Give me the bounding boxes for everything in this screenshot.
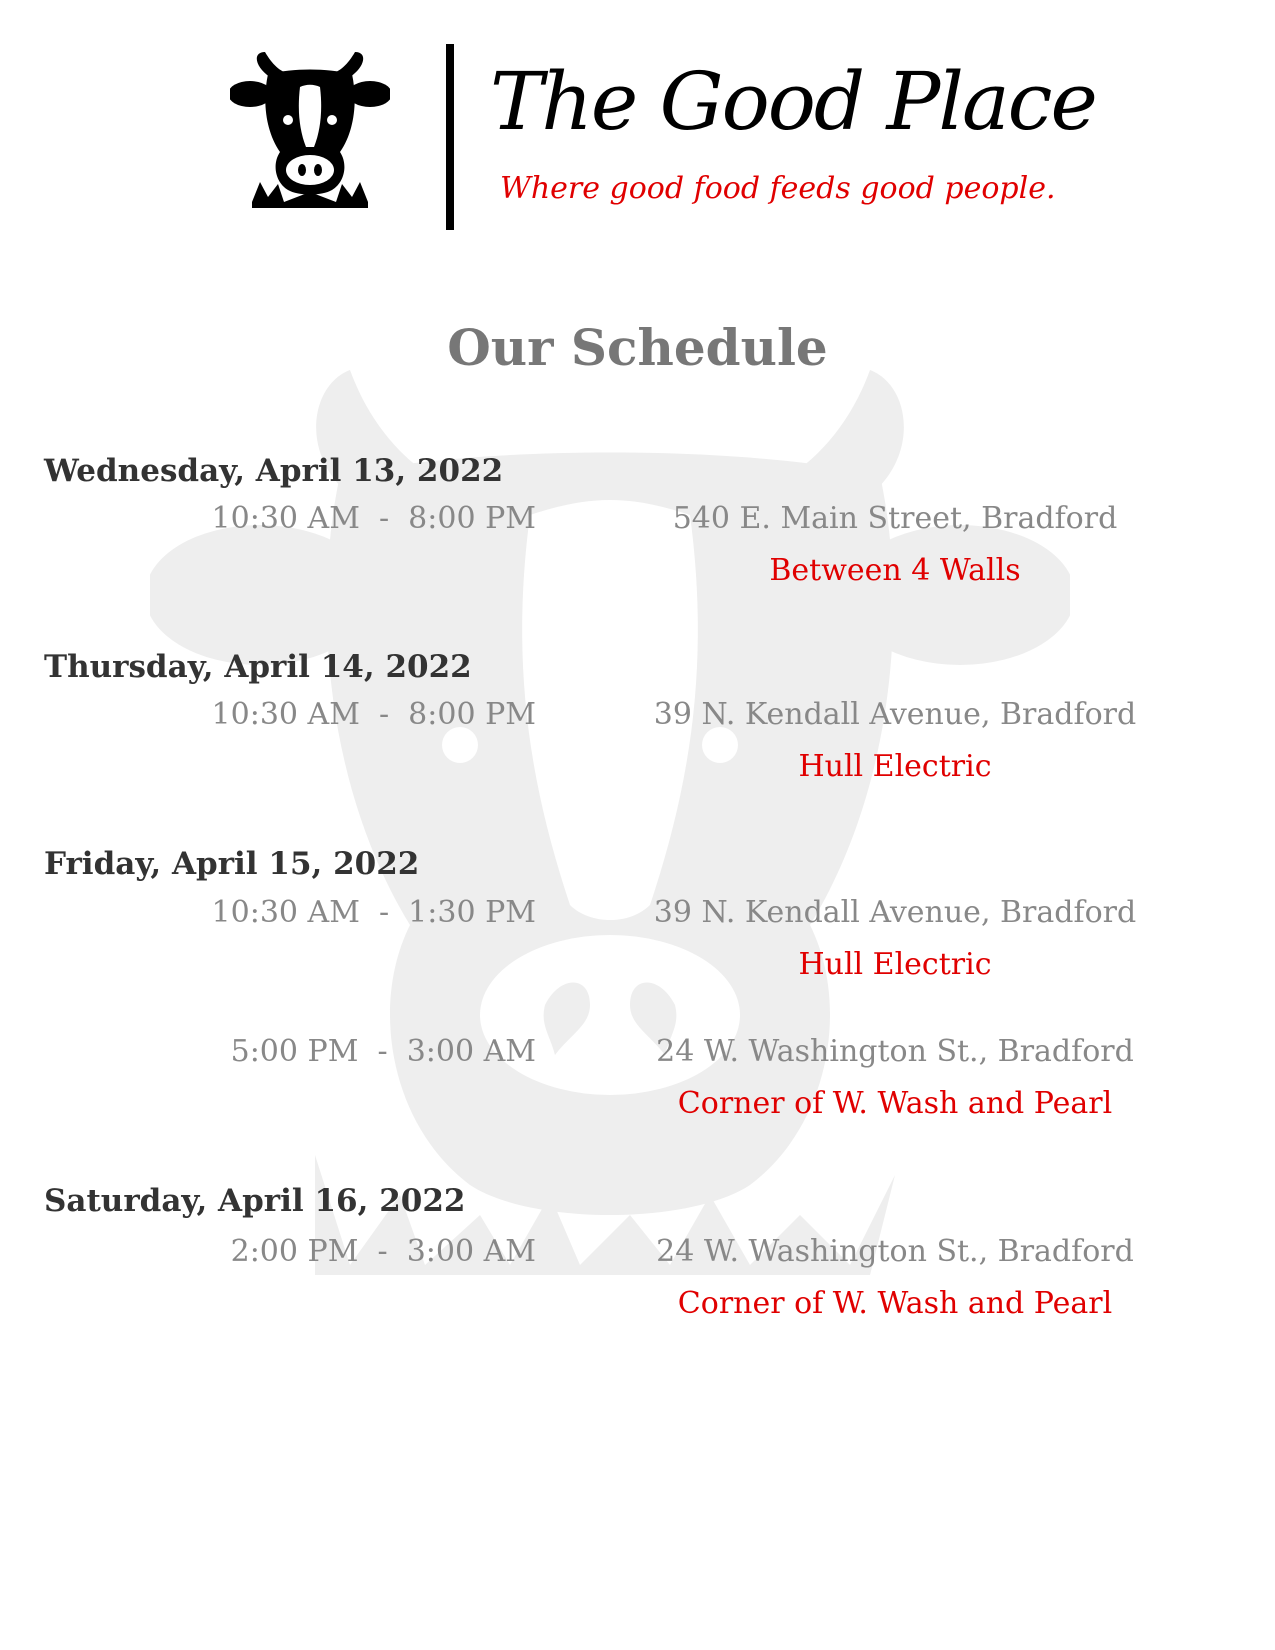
- address: 540 E. Main Street, Bradford: [672, 501, 1118, 536]
- address: 39 N. Kendall Avenue, Bradford: [653, 895, 1137, 930]
- venue-name: Between 4 Walls: [769, 553, 1021, 588]
- venue-name: Corner of W. Wash and Pearl: [677, 1286, 1113, 1321]
- venue-name: Hull Electric: [798, 947, 992, 982]
- cow-logo-icon: [230, 52, 390, 220]
- time-range: 10:30 AM - 8:00 PM: [211, 697, 536, 732]
- page-title: Our Schedule: [447, 318, 828, 377]
- time-range: 5:00 PM - 3:00 AM: [230, 1034, 536, 1069]
- address: 39 N. Kendall Avenue, Bradford: [653, 697, 1137, 732]
- time-range: 10:30 AM - 1:30 PM: [211, 895, 536, 930]
- day-heading: Friday, April 15, 2022: [44, 846, 420, 882]
- address: 24 W. Washington St., Bradford: [656, 1234, 1134, 1269]
- day-heading: Thursday, April 14, 2022: [44, 649, 472, 685]
- day-heading: Wednesday, April 13, 2022: [44, 453, 504, 489]
- brand-name: The Good Place: [490, 55, 1096, 148]
- venue-name: Hull Electric: [798, 749, 992, 784]
- logo-divider: [446, 44, 454, 230]
- time-range: 10:30 AM - 8:00 PM: [211, 501, 536, 536]
- time-range: 2:00 PM - 3:00 AM: [230, 1234, 536, 1269]
- day-heading: Saturday, April 16, 2022: [44, 1183, 466, 1219]
- venue-name: Corner of W. Wash and Pearl: [677, 1086, 1113, 1121]
- address: 24 W. Washington St., Bradford: [656, 1034, 1134, 1069]
- brand-tagline: Where good food feeds good people.: [500, 171, 1056, 206]
